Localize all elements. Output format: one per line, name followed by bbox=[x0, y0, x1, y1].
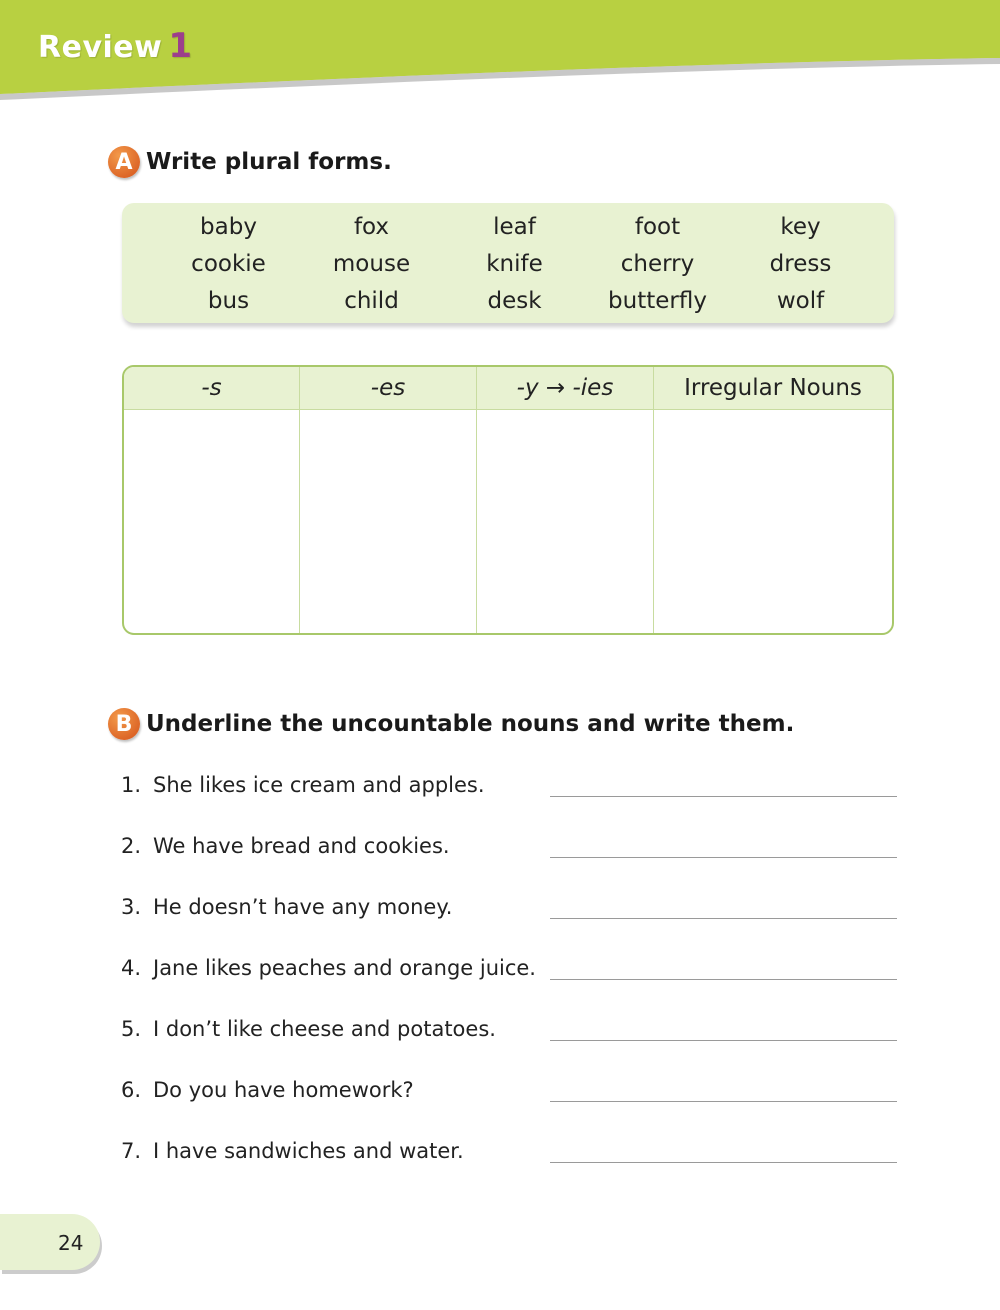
list-item bbox=[121, 1075, 901, 1136]
sentence-number: 7. bbox=[121, 1139, 142, 1163]
page-number: 24 bbox=[58, 1231, 84, 1255]
sentence-text: Jane likes peaches and orange juice. bbox=[153, 956, 536, 980]
word: child bbox=[344, 288, 399, 314]
sentence-text: He doesn’t have any money. bbox=[153, 895, 453, 919]
section-a-title: Write plural forms. bbox=[146, 149, 392, 175]
word: wolf bbox=[776, 288, 825, 314]
section-b-badge: B bbox=[108, 708, 140, 740]
header-y-ies: -y → -ies bbox=[477, 367, 654, 409]
section-a-badge: A bbox=[108, 146, 140, 178]
word: butterfly bbox=[608, 288, 707, 314]
sentence-number: 6. bbox=[121, 1078, 142, 1102]
plural-table bbox=[122, 365, 894, 635]
answer-cell-es[interactable] bbox=[300, 410, 477, 635]
list-item bbox=[121, 770, 901, 831]
word: cookie bbox=[191, 251, 266, 277]
review-number: 1 bbox=[168, 26, 193, 66]
answer-cell-s[interactable] bbox=[124, 410, 300, 635]
word: dress bbox=[769, 251, 832, 277]
word-grid bbox=[122, 211, 929, 318]
header-irregular-nouns: Irregular Nouns bbox=[684, 375, 862, 401]
word-bank bbox=[122, 203, 894, 323]
word: foot bbox=[634, 214, 681, 240]
section-a-heading bbox=[108, 146, 392, 178]
word: leaf bbox=[493, 214, 536, 240]
sentence-number: 2. bbox=[121, 834, 142, 858]
sentence-list bbox=[121, 770, 901, 1197]
answer-line[interactable] bbox=[550, 857, 897, 858]
review-title bbox=[38, 26, 193, 66]
answer-line[interactable] bbox=[550, 979, 897, 980]
word: knife bbox=[486, 251, 543, 277]
sentence-text: I have sandwiches and water. bbox=[153, 1139, 464, 1163]
list-item bbox=[121, 1014, 901, 1075]
word: key bbox=[780, 214, 821, 240]
sentence-number: 1. bbox=[121, 773, 142, 797]
table-body-row bbox=[124, 410, 892, 635]
answer-line[interactable] bbox=[550, 918, 897, 919]
answer-line[interactable] bbox=[550, 1101, 897, 1102]
sentence-number: 3. bbox=[121, 895, 142, 919]
list-item bbox=[121, 1136, 901, 1197]
list-item bbox=[121, 953, 901, 1014]
answer-cell-y-ies[interactable] bbox=[477, 410, 654, 635]
word: fox bbox=[353, 214, 390, 240]
page-tab bbox=[0, 1214, 110, 1274]
word: baby bbox=[200, 214, 257, 240]
list-item bbox=[121, 831, 901, 892]
sentence-text: I don’t like cheese and potatoes. bbox=[153, 1017, 496, 1041]
sentence-text: She likes ice cream and apples. bbox=[153, 773, 485, 797]
sentence-text: Do you have homework? bbox=[153, 1078, 414, 1102]
answer-cell-irregular[interactable] bbox=[654, 410, 892, 635]
sentence-number: 5. bbox=[121, 1017, 142, 1041]
review-title-text: Review bbox=[38, 30, 163, 65]
header-s: -s bbox=[124, 367, 300, 409]
answer-line[interactable] bbox=[550, 1162, 897, 1163]
word: mouse bbox=[332, 251, 411, 277]
header-es: -es bbox=[300, 367, 477, 409]
sentence-number: 4. bbox=[121, 956, 142, 980]
word: desk bbox=[487, 288, 542, 314]
answer-line[interactable] bbox=[550, 1040, 897, 1041]
section-b-title: Underline the uncountable nouns and write them. bbox=[146, 711, 795, 737]
list-item bbox=[121, 892, 901, 953]
section-b-heading bbox=[108, 708, 794, 740]
word: cherry bbox=[620, 251, 695, 277]
table-header-row bbox=[124, 367, 892, 410]
sentence-text: We have bread and cookies. bbox=[153, 834, 450, 858]
word: bus bbox=[207, 288, 250, 314]
answer-line[interactable] bbox=[550, 796, 897, 797]
